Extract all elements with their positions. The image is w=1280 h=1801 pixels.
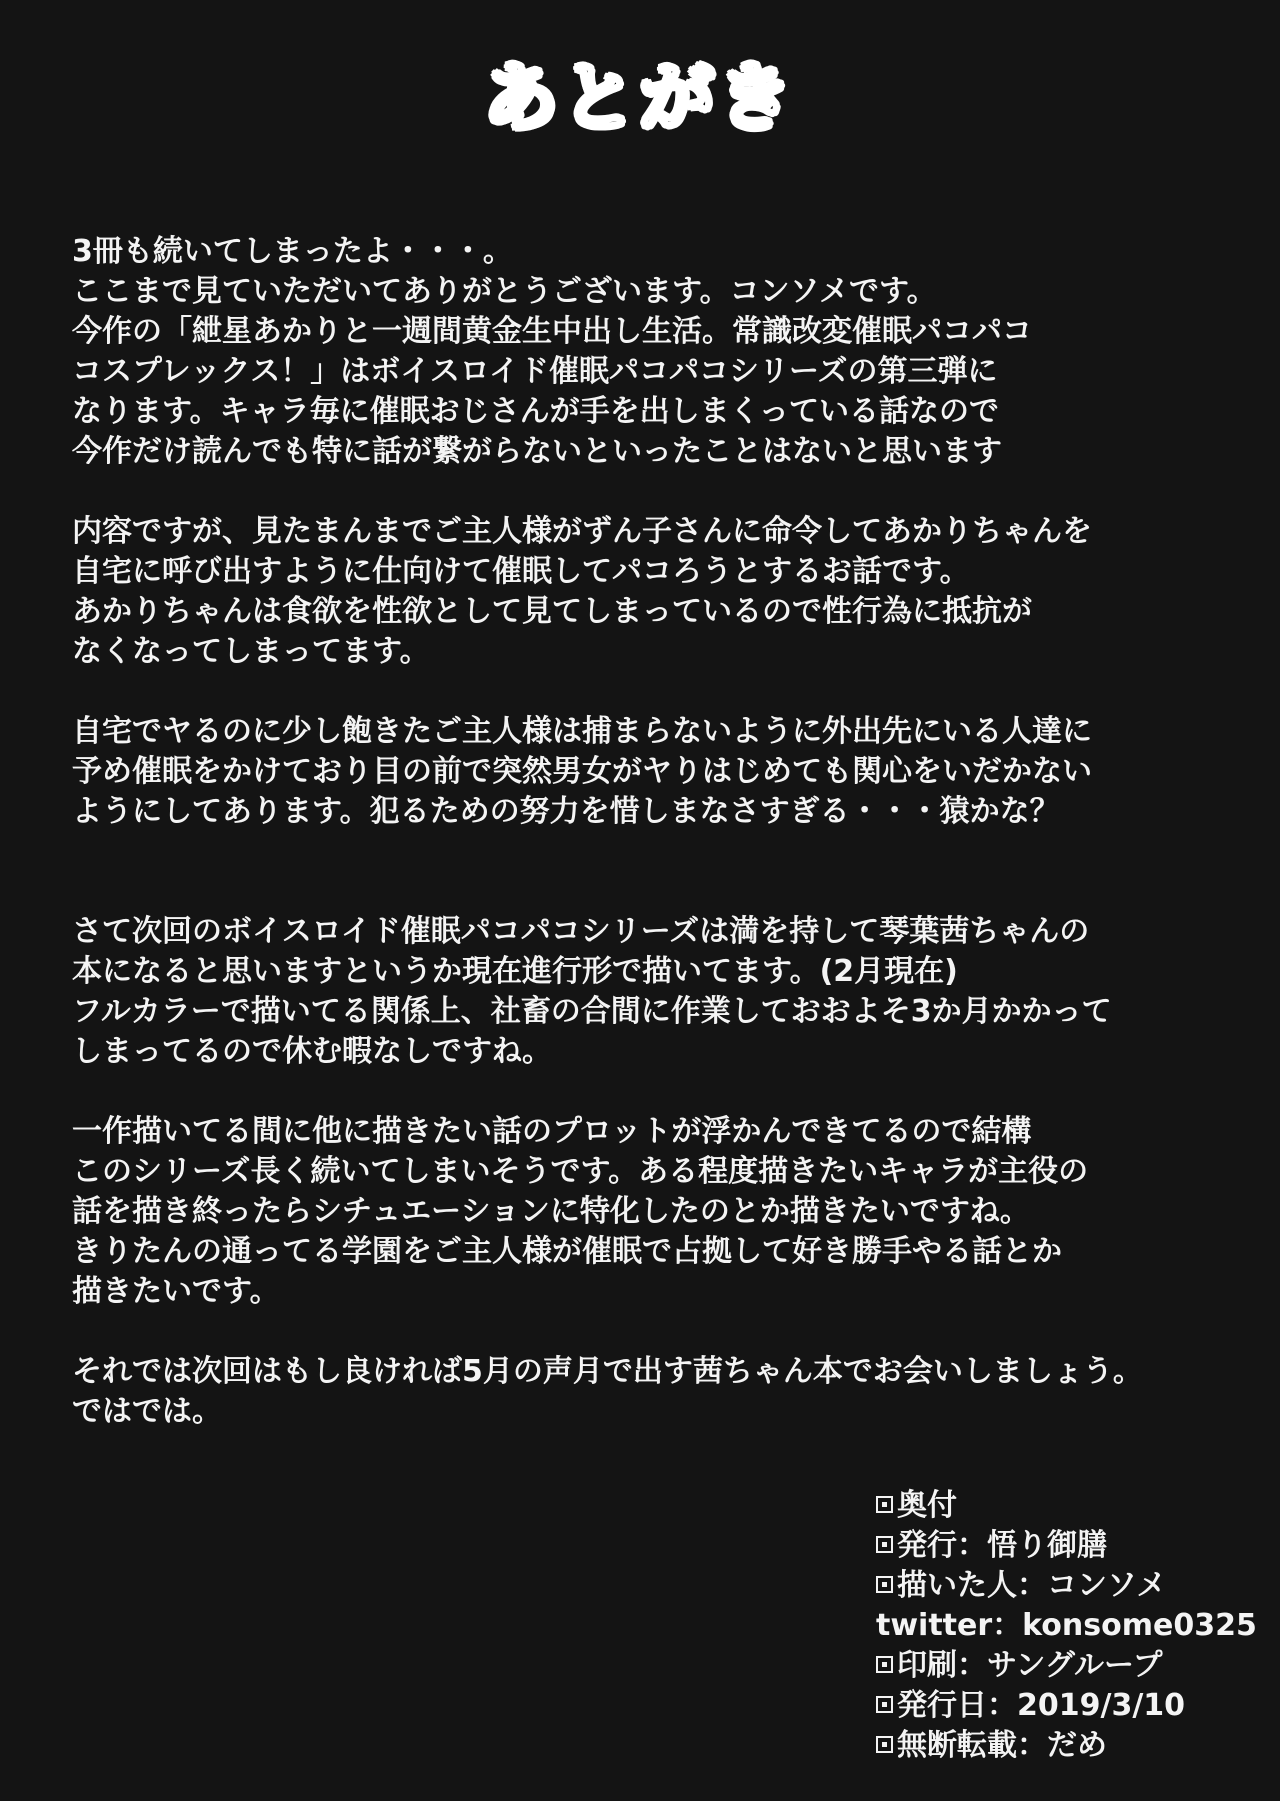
text-line: 今作の「紲星あかりと一週間黄金生中出し生活。常識改変催眠パコパコ <box>72 314 1032 349</box>
colophon-row <box>876 1606 1266 1646</box>
text-line: 自宅でヤるのに少し飽きたご主人様は捕まらないように外出先にいる人達に <box>72 714 1092 749</box>
afterword-body <box>72 232 1252 1432</box>
colophon-row <box>876 1726 1266 1766</box>
colophon <box>876 1486 1266 1766</box>
text-line: 3冊も続いてしまったよ・・・。 <box>72 234 513 269</box>
colophon-heading: 奥付 <box>897 1488 957 1523</box>
text-line: それでは次回はもし良ければ5月の声月で出す茜ちゃん本でお会いしましょう。 <box>72 1354 1143 1389</box>
square-bullet-icon <box>876 1536 893 1553</box>
paragraph-5 <box>72 1112 1252 1312</box>
text-line: ではでは。 <box>72 1394 222 1429</box>
colophon-row <box>876 1686 1266 1726</box>
paragraph-gap <box>72 832 1252 912</box>
text-line: コスプレックス！」はボイスロイド催眠パコパコシリーズの第三弾に <box>72 354 998 389</box>
paragraph-1 <box>72 232 1252 472</box>
text-line: なくなってしまってます。 <box>72 634 430 669</box>
colophon-reprint: 無断転載：だめ <box>897 1728 1107 1763</box>
square-bullet-icon <box>876 1496 893 1513</box>
square-bullet-icon <box>876 1696 893 1713</box>
paragraph-2 <box>72 512 1252 672</box>
colophon-date: 発行日：2019/3/10 <box>897 1688 1186 1723</box>
colophon-twitter: twitter：konsome0325 <box>876 1608 1257 1643</box>
text-line: 描きたいです。 <box>72 1274 280 1309</box>
text-line: フルカラーで描いてる関係上、社畜の合間に作業しておおよそ3か月かかって <box>72 994 1112 1029</box>
colophon-printer: 印刷：サングループ <box>897 1648 1163 1683</box>
text-line: きりたんの通ってる学園をご主人様が催眠で占拠して好き勝手やる話とか <box>72 1234 1062 1269</box>
text-line: 話を描き終ったらシチュエーションに特化したのとか描きたいですね。 <box>72 1194 1030 1229</box>
colophon-row <box>876 1526 1266 1566</box>
paragraph-gap <box>72 672 1252 712</box>
square-bullet-icon <box>876 1656 893 1673</box>
colophon-publisher: 発行：悟り御膳 <box>897 1528 1107 1563</box>
text-line: あかりちゃんは食欲を性欲として見てしまっているので性行為に抵抗が <box>72 594 1032 629</box>
text-line: 今作だけ読んでも特に話が繋がらないといったことはないと思います <box>72 434 1002 469</box>
text-line: なります。キャラ毎に催眠おじさんが手を出しまくっている話なので <box>72 394 999 429</box>
paragraph-4 <box>72 912 1252 1072</box>
text-line: さて次回のボイスロイド催眠パコパコシリーズは満を持して琴葉茜ちゃんの <box>72 914 1090 949</box>
text-line: このシリーズ長く続いてしまいそうです。ある程度描きたいキャラが主役の <box>72 1154 1089 1189</box>
colophon-row <box>876 1566 1266 1606</box>
paragraph-6 <box>72 1352 1252 1432</box>
text-line: 予め催眠をかけており目の前で突然男女がヤりはじめても関心をいだかない <box>72 754 1092 789</box>
text-line: 自宅に呼び出すように仕向けて催眠してパコろうとするお話です。 <box>72 554 970 589</box>
square-bullet-icon <box>876 1576 893 1593</box>
colophon-row <box>876 1646 1266 1686</box>
text-line: しまってるので休む暇なしですね。 <box>72 1034 552 1069</box>
colophon-author: 描いた人：コンソメ <box>897 1568 1167 1603</box>
text-line: 本になると思いますというか現在進行形で描いてます。(2月現在) <box>72 954 958 989</box>
text-line: 内容ですが、見たまんまでご主人様がずん子さんに命令してあかりちゃんを <box>72 514 1092 549</box>
text-line: 一作描いてる間に他に描きたい話のプロットが浮かんできてるので結構 <box>72 1114 1032 1149</box>
paragraph-gap <box>72 1072 1252 1112</box>
text-line: ようにしてあります。犯るための努力を惜しまなさすぎる・・・猿かな？ <box>72 794 1060 829</box>
paragraph-gap <box>72 472 1252 512</box>
paragraph-3 <box>72 712 1252 832</box>
colophon-row <box>876 1486 1266 1526</box>
paragraph-gap <box>72 1312 1252 1352</box>
text-line: ここまで見ていただいてありがとうございます。コンソメです。 <box>72 274 937 309</box>
square-bullet-icon <box>876 1736 893 1753</box>
page-title: あとがき <box>484 55 796 141</box>
